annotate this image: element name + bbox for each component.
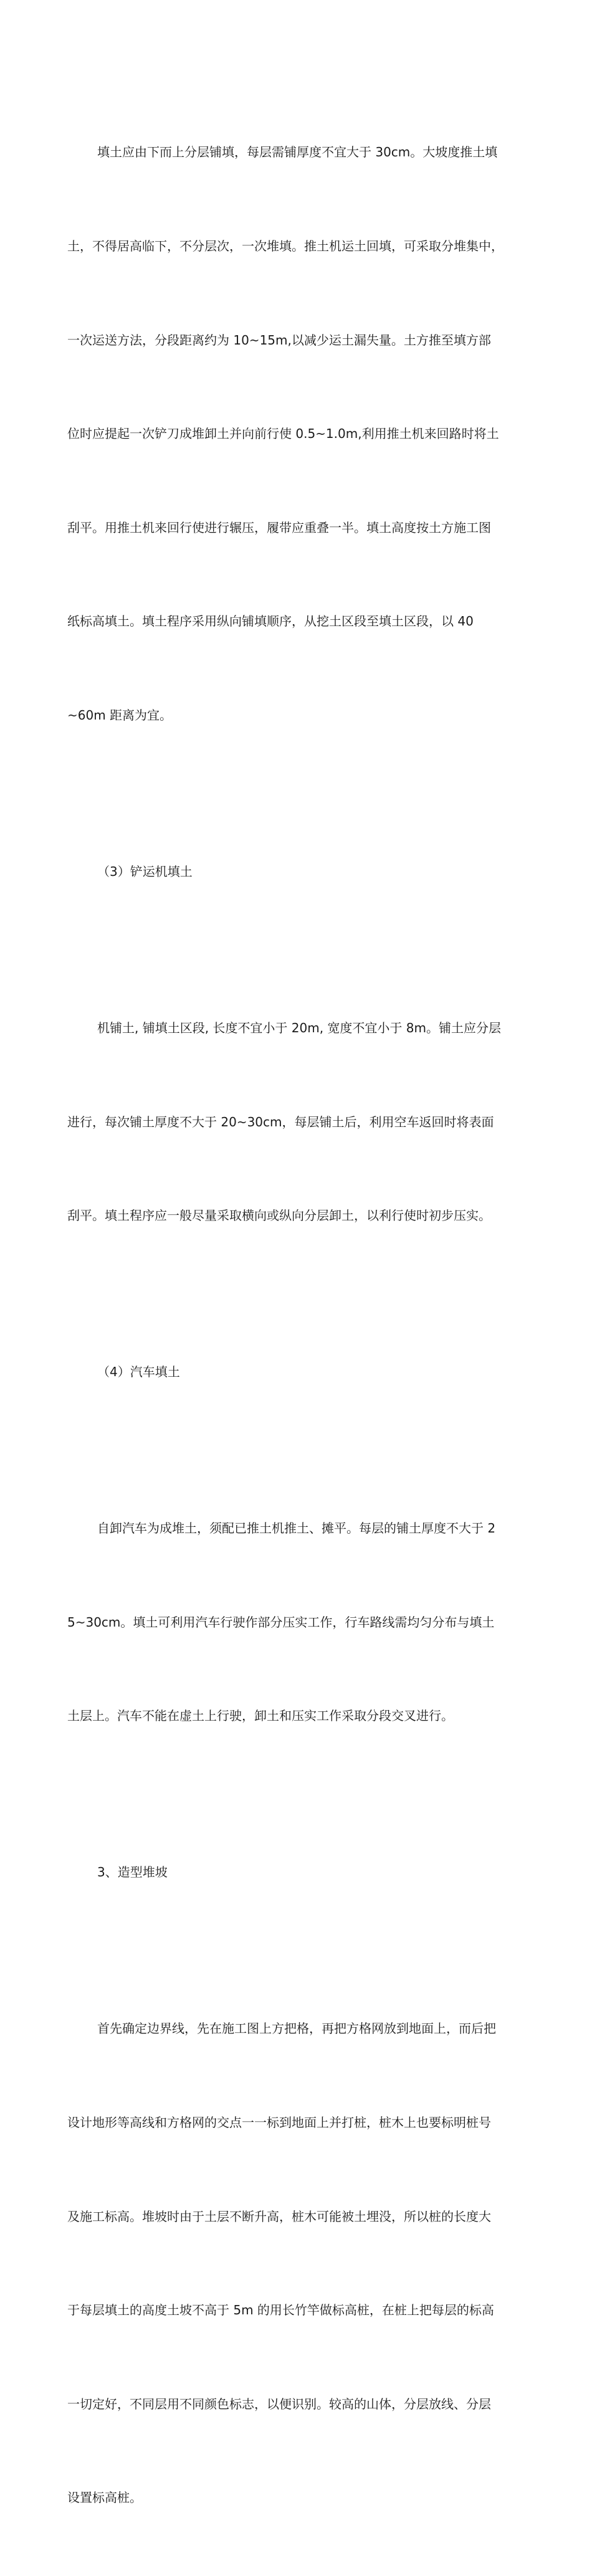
paragraph-scraper-fill — [67, 950, 526, 1294]
section-heading: （3）铲运机填土 — [97, 863, 193, 879]
text-line: 设置标高桩。 — [67, 2490, 142, 2506]
text-line: 及施工标高。堆坡时由于土层不断升高，桩木可能被土埋没，所以桩的长度大 — [67, 2208, 491, 2224]
text-line: 一切定好，不同层用不同颜色标志，以便识别。较高的山体，分层放线、分层 — [67, 2396, 491, 2412]
text-line: 土，不得居高临下，不分层次，一次堆填。推土机运土回填，可采取分堆集中， — [67, 239, 504, 254]
paragraph-fill-layering — [67, 74, 526, 794]
text-line: ~60m 距离为宜。 — [67, 707, 173, 723]
section-heading: 3、造型堆坡 — [97, 1865, 168, 1880]
section-heading: （4）汽车填土 — [97, 1364, 180, 1380]
heading-truck-fill — [67, 1294, 526, 1450]
text-line: 于每层填土的高度土坡不高于 5m 的用长竹竿做标高桩，在桩上把每层的标高 — [67, 2303, 494, 2318]
text-line: 首先确定边界线，先在施工图上方把格，再把方格网放到地面上，而后把 — [97, 2021, 496, 2037]
text-line: 5~30cm。填土可利用汽车行驶作部分压实工作，行车路线需均匀分布与填土 — [67, 1614, 495, 1630]
text-line: 纸标高填土。填土程序采用纵向铺填顺序，从挖土区段至填土区段，以 40 — [67, 614, 474, 629]
text-line: 刮平。填土程序应一般尽量采取横向或纵向分层卸土，以利行使时初步压实。 — [67, 1208, 491, 1224]
text-line: 机铺土, 铺填土区段, 长度不宜小于 20m, 宽度不宜小于 8m。铺土应分层 — [97, 1020, 501, 1035]
text-line: 自卸汽车为成堆土，须配已推土机推土、摊平。每层的铺土厚度不大于 2 — [97, 1521, 496, 1536]
paragraph-truck-fill — [67, 1450, 526, 1794]
text-line: 位时应提起一次铲刀成堆卸土并向前行使 0.5~1.0m,利用推土机来回路时将土 — [67, 426, 499, 442]
text-line: 填土应由下而上分层铺填，每层需铺厚度不宜大于 30cm。大坡度推土填 — [97, 145, 498, 160]
paragraph-slope-shaping — [67, 1951, 526, 2576]
text-line: 刮平。用推土机来回行使进行辗压，履带应重叠一半。填土高度按土方施工图 — [67, 520, 491, 535]
text-line: 设计地形等高线和方格网的交点一一标到地面上并打桩，桩木上也要标明桩号 — [67, 2114, 491, 2130]
heading-slope-shaping — [67, 1794, 526, 1951]
text-line: 土层上。汽车不能在虚土上行驶，卸土和压实工作采取分段交叉进行。 — [67, 1708, 454, 1724]
heading-scraper-fill — [67, 794, 526, 950]
text-line: 一次运送方法，分段距离约为 10~15m,以减少运土漏失量。土方推至填方部 — [67, 332, 491, 348]
text-line: 进行，每次铺土厚度不大于 20~30cm，每层铺土后，利用空车返回时将表面 — [67, 1114, 494, 1129]
document-body — [67, 74, 526, 2576]
